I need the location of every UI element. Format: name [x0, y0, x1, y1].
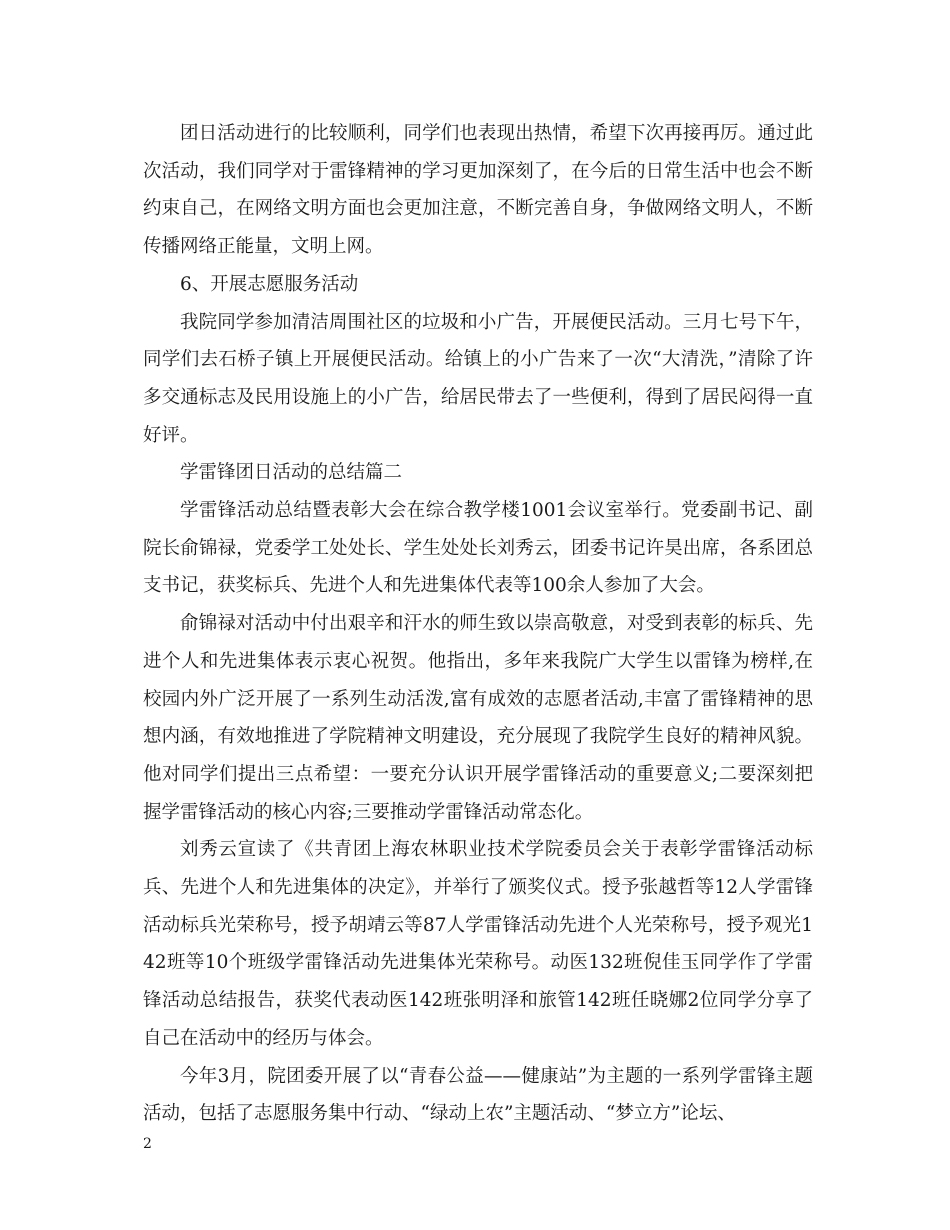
document-body	[143, 115, 813, 1133]
paragraph-activity-summary: 团日活动进行的比较顺利，同学们也表现出热情，希望下次再接再厉。通过此次活动，我们同学对于雷锋精神的学习更加深刻了，在今后的日常生活中也会不断约束自己，在网络文明方面也会更加注意，不断完善自身，争做网络文明人，不断传播网络正能量，文明上网。	[143, 123, 813, 258]
paragraph-march-activities: 今年3月，院团委开展了以“青春公益——健康站”为主题的一系列学雷锋主题活动，包括了志愿服务集中行动、“绿动上农”主题活动、“梦立方”论坛、	[143, 1065, 813, 1125]
section-heading-part-two: 学雷锋团日活动的总结篇二	[180, 462, 403, 484]
paragraph-speech: 俞锦禄对活动中付出艰辛和汗水的师生致以崇高敬意，对受到表彰的标兵、先进个人和先进集体表示衷心祝贺。他指出，多年来我院广大学生以雷锋为榜样,在校园内外广泛开展了一系列生动活泼,富有成效的志愿者活动,丰富了雷锋精神的思想内涵，有效地推进了学院精神文明建设，充分展现了我院学生良好的精神风貌。他对同学们提出三点希望：一要充分认识开展学雷锋活动的重要意义;二要深刻把握学雷锋活动的核心内容;三要推动学雷锋活动常态化。	[143, 613, 813, 823]
page-number: 2	[143, 1136, 152, 1152]
section-heading-volunteer: 6、开展志愿服务活动	[180, 273, 359, 295]
paragraph-volunteer-service: 我院同学参加清洁周围社区的垃圾和小广告，开展便民活动。三月七号下午，同学们去石桥子镇上开展便民活动。给镇上的小广告来了一次“大清洗，”清除了许多交通标志及民用设施上的小广告，给居民带去了一些便利，得到了居民闷得一直好评。	[143, 311, 813, 446]
paragraph-award-decision: 刘秀云宣读了《共青团上海农林职业技术学院委员会关于表彰学雷锋活动标兵、先进个人和先进集体的决定》，并举行了颁奖仪式。授予张越哲等12人学雷锋活动标兵光荣称号，授予胡靖云等87人学雷锋活动先进个人光荣称号，授予观光142班等10个班级学雷锋活动先进集体光荣称号。动医132班倪佳玉同学作了学雷锋活动总结报告，获奖代表动医142班张明泽和旅管142班任晓娜2位同学分享了自己在活动中的经历与体会。	[143, 839, 813, 1049]
paragraph-conference: 学雷锋活动总结暨表彰大会在综合教学楼1001会议室举行。党委副书记、副院长俞锦禄，党委学工处处长、学生处处长刘秀云，团委书记许昊出席，各系团总支书记，获奖标兵、先进个人和先进集体代表等100余人参加了大会。	[143, 500, 813, 597]
